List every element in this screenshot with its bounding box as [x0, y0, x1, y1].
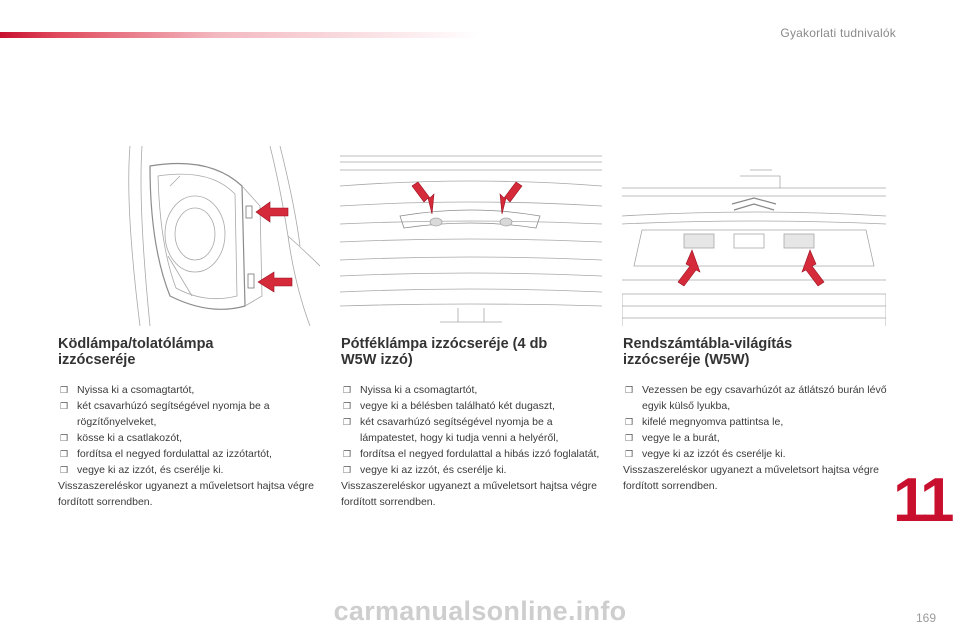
reassembly-note: Visszaszereléskor ugyanezt a műveletsort hajtsa végre fordított sorrendben. — [58, 480, 315, 508]
header-accent-bar — [0, 32, 480, 38]
list-item: ❒ vegye ki az izzót, és cserélje ki. — [343, 464, 507, 476]
reassembly-note: Visszaszereléskor ugyanezt a műveletsort hajtsa végre fordított sorrendben. — [341, 480, 598, 508]
steps-list — [341, 382, 609, 478]
stop-lamp-section — [341, 336, 609, 510]
list-item: ❒ vegye ki az izzót és cserélje ki. — [625, 448, 786, 460]
chapter-number: 11 — [893, 466, 951, 535]
list-item: ❒ kifelé megnyomva pattintsa le, — [625, 416, 784, 428]
bullet-icon: ❒ — [343, 401, 352, 411]
list-item: ❒ vegye ki a bélésben található két dugaszt, — [343, 400, 555, 412]
list-item: ❒ vegye le a burát, — [625, 432, 720, 444]
section-title: Gyakorlati tudnivalók — [780, 26, 896, 40]
list-item: ❒ fordítsa el negyed fordulattal a hibás izzó foglalatát, — [343, 448, 600, 460]
steps-list — [623, 382, 891, 462]
list-item: ❒ Nyissa ki a csomagtartót, — [60, 384, 195, 396]
list-item: ❒ vegye ki az izzót, és cserélje ki. — [60, 464, 224, 476]
fog-lamp-section — [58, 336, 326, 510]
bullet-icon: ❒ — [343, 449, 352, 459]
page-number: 169 — [916, 611, 937, 625]
plate-lamp-illustration — [622, 146, 886, 326]
bullet-icon: ❒ — [343, 417, 352, 427]
bullet-icon: ❒ — [625, 417, 634, 427]
bullet-icon: ❒ — [343, 465, 352, 475]
bullet-icon: ❒ — [625, 449, 634, 459]
list-item: ❒ két csavarhúzó segítségével nyomja be a rögzítőnyelveket, — [60, 400, 270, 428]
watermark-link[interactable]: carmanualsonline.info — [333, 596, 627, 626]
bullet-icon: ❒ — [60, 465, 69, 475]
fog-lamp-illustration — [120, 146, 320, 326]
reassembly-note: Visszaszereléskor ugyanezt a műveletsort hajtsa végre fordított sorrendben. — [623, 464, 880, 492]
list-item: ❒ kösse ki a csatlakozót, — [60, 432, 183, 444]
bullet-icon: ❒ — [60, 385, 69, 395]
list-item: ❒ fordítsa el negyed fordulattal az izzótartót, — [60, 448, 272, 460]
plate-lamp-section — [623, 336, 891, 494]
list-item: ❒ Nyissa ki a csomagtartót, — [343, 384, 478, 396]
section-heading: Rendszámtábla-világítás izzócseréje (W5W) — [623, 336, 793, 368]
bullet-icon: ❒ — [60, 433, 69, 443]
bullet-icon: ❒ — [625, 385, 634, 395]
stop-lamp-illustration — [340, 146, 602, 326]
bullet-icon: ❒ — [60, 449, 69, 459]
list-item: ❒ Vezessen be egy csavarhúzót az átlátszó burán lévő egyik külső lyukba, — [625, 384, 887, 412]
steps-list — [58, 382, 326, 478]
section-heading: Ködlámpa/tolatólámpa izzócseréje — [58, 336, 214, 368]
bullet-icon: ❒ — [343, 385, 352, 395]
list-item: ❒ két csavarhúzó segítségével nyomja be a lámpatestet, hogy ki tudja venni a helyéről, — [343, 416, 559, 444]
bullet-icon: ❒ — [60, 401, 69, 411]
bullet-icon: ❒ — [625, 433, 634, 443]
section-heading: Pótféklámpa izzócseréje (4 db W5W izzó) — [341, 336, 548, 368]
